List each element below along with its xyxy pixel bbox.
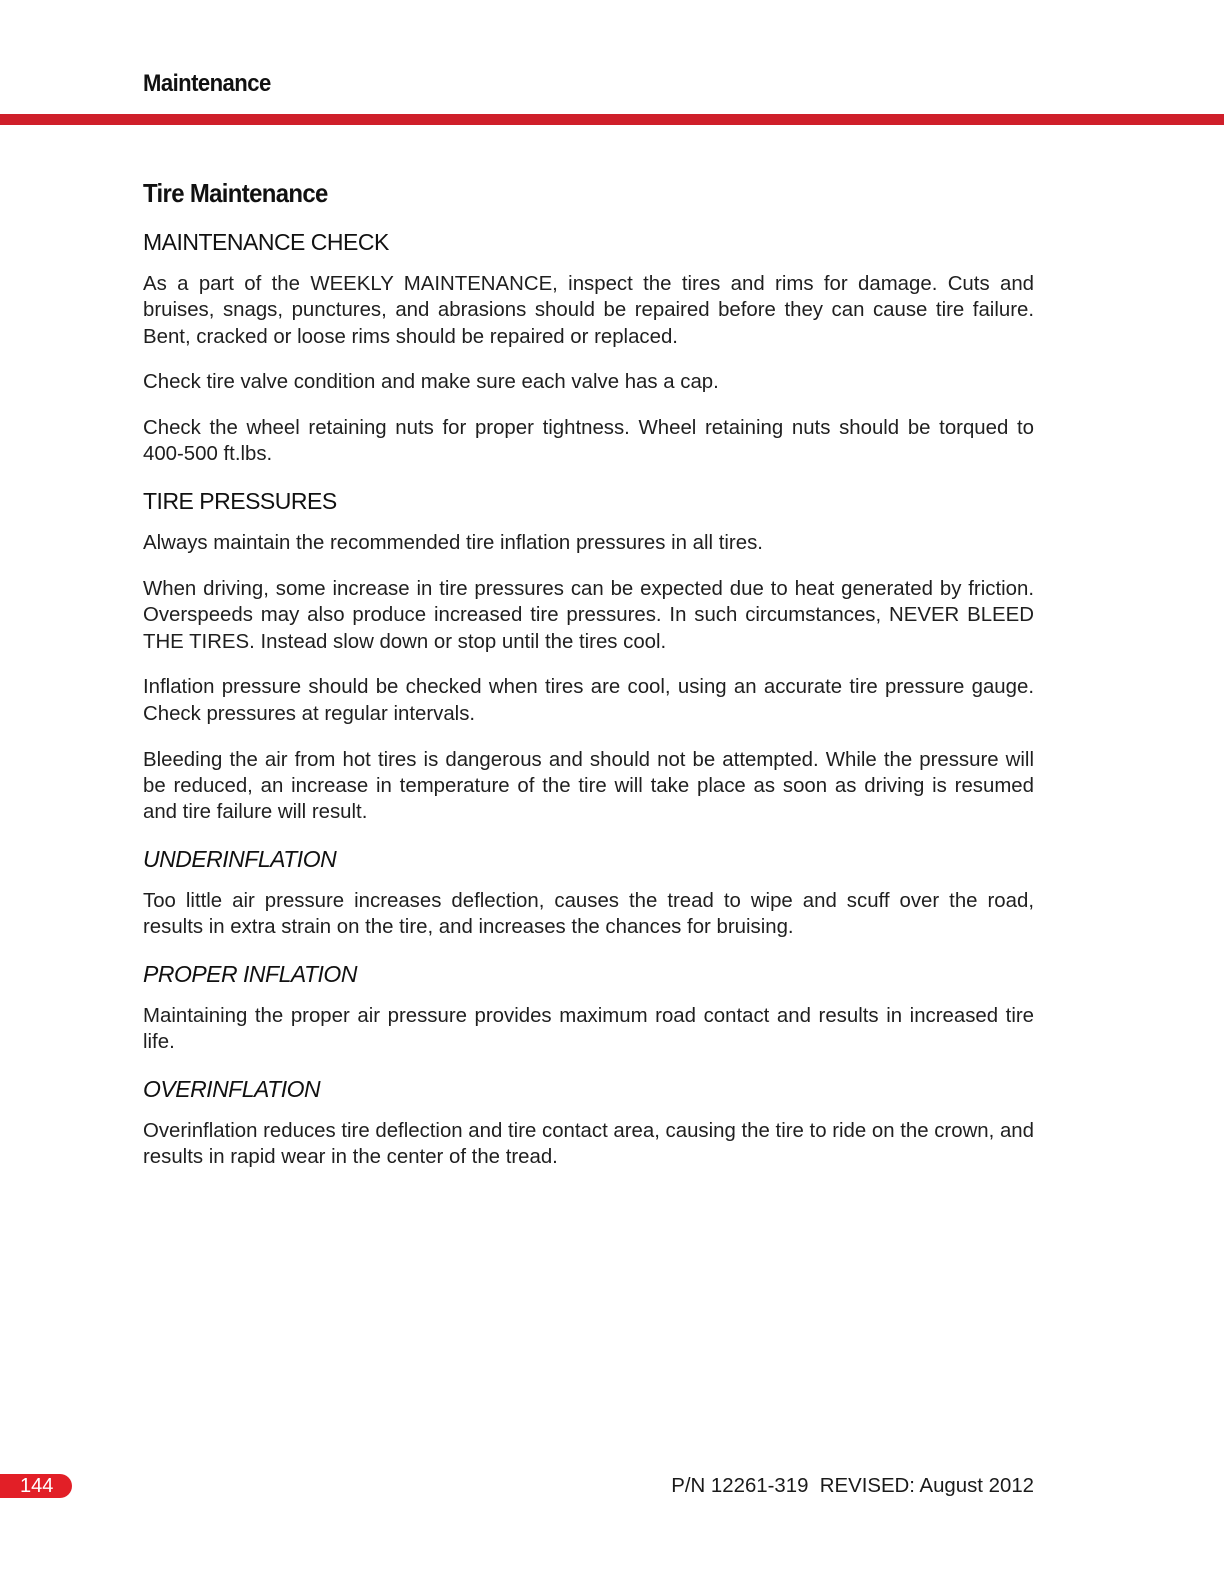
paragraph: Maintaining the proper air pressure provides maximum road contact and results in increased tire life.	[143, 1005, 1034, 1054]
subheading-underinflation: UNDERINFLATION	[143, 845, 337, 872]
paragraph: Check tire valve condition and make sure each valve has a cap.	[143, 371, 719, 394]
paragraph: Too little air pressure increases deflection, causes the tread to wipe and scuff over the road, results in extra strain on the tire, and increases the chances for bruising.	[143, 889, 1034, 939]
running-header-title: Maintenance	[143, 70, 271, 97]
paragraph: Check the wheel retaining nuts for proper tightness. Wheel retaining nuts should be torqued to 400-500 ft.lbs.	[143, 417, 1034, 466]
paragraph: As a part of the WEEKLY MAINTENANCE, inspect the tires and rims for damage. Cuts and bruises, snags, punctures, and abrasions should be repaired before they can cause tire failure. Bent, cracked or loose rims should be repaired or replaced.	[143, 273, 1034, 348]
subheading-tire-pressures: TIRE PRESSURES	[143, 488, 337, 515]
paragraph: Bleeding the air from hot tires is dangerous and should not be attempted. While the pressure will be reduced, an increase in temperature of the tire will take place as soon as driving is resumed and tire failure will result.	[143, 748, 1034, 824]
page-content	[143, 176, 1034, 1190]
paragraph: Always maintain the recommended tire inflation pressures in all tires.	[143, 532, 763, 555]
subheading-overinflation: OVERINFLATION	[143, 1076, 321, 1103]
part-number-revision: P/N 12261-319 REVISED: August 2012	[671, 1475, 1034, 1497]
paragraph: Inflation pressure should be checked when tires are cool, using an accurate tire pressure gauge. Check pressures at regular intervals.	[143, 676, 1034, 725]
header-divider-bar	[0, 114, 1224, 125]
section-title: Tire Maintenance	[143, 178, 328, 208]
page-number: 144	[20, 1475, 54, 1497]
subheading-maintenance-check: MAINTENANCE CHECK	[143, 229, 389, 255]
paragraph: Overinflation reduces tire deflection and tire contact area, causing the tire to ride on the crown, and results in rapid wear in the center of the tread.	[143, 1120, 1034, 1169]
paragraph: When driving, some increase in tire pressures can be expected due to heat generated by friction. Overspeeds may also produce increased tire pressures. In such circumstances, NEVER BLEED THE TIRES. Instead slow down or stop until the tires cool.	[143, 578, 1034, 653]
subheading-proper-inflation: PROPER INFLATION	[143, 961, 357, 988]
